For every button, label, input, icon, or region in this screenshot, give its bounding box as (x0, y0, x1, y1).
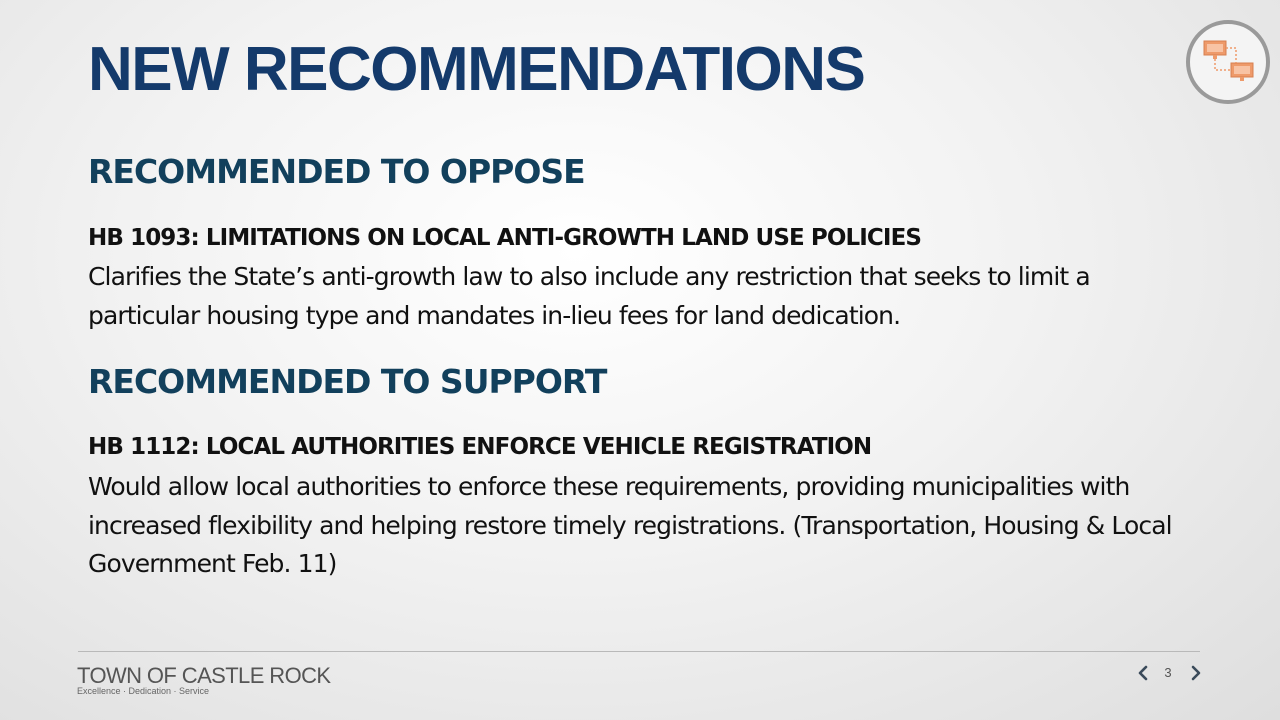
page-number: 3 (1164, 665, 1172, 680)
bill-description-hb1112: Would allow local authorities to enforce these requirements, providing municipalities with increased flexibility and helping restore timely registrations. (Transportation, Housing & Local Government Feb. 11) (88, 472, 1172, 578)
bill-title-hb1093: HB 1093: LIMITATIONS ON LOCAL ANTI-GROWTH LAND USE POLICIES (88, 225, 922, 251)
next-slide-button[interactable] (1185, 660, 1207, 686)
bill-title-hb1112: HB 1112: LOCAL AUTHORITIES ENFORCE VEHICLE REGISTRATION (88, 434, 872, 460)
slide-title: NEW RECOMMENDATIONS (88, 35, 865, 104)
chevron-right-icon (1189, 664, 1203, 682)
chevron-left-icon (1136, 664, 1150, 682)
footer-divider (78, 651, 1200, 652)
section-heading-oppose: RECOMMENDED TO OPPOSE (88, 152, 585, 191)
linked-computers-icon (1190, 24, 1266, 100)
section-heading-support: RECOMMENDED TO SUPPORT (88, 362, 607, 401)
previous-slide-button[interactable] (1132, 660, 1154, 686)
footer-org-name: TOWN OF CASTLE ROCK (77, 663, 331, 688)
logo (1186, 20, 1270, 104)
footer-tagline: Excellence · Dedication · Service (77, 686, 210, 696)
bill-description-hb1093: Clarifies the State’s anti-growth law to also include any restriction that seeks to limit a particular housing type and mandates in-lieu fees for land dedication. (88, 262, 1090, 330)
